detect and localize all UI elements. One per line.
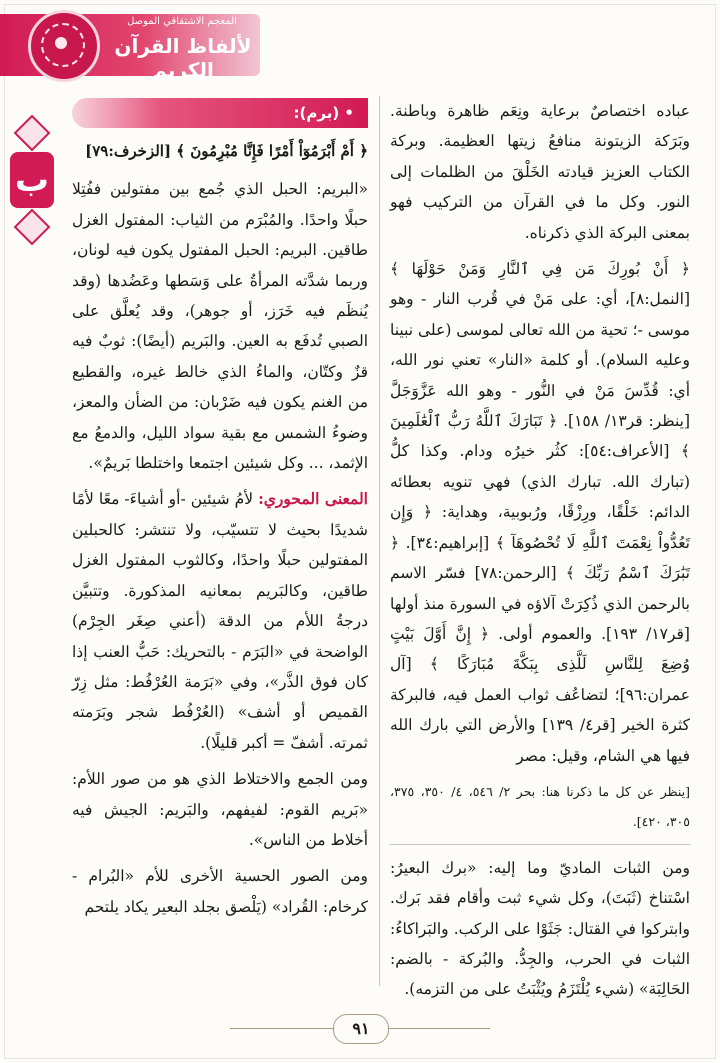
rosette-icon: [28, 10, 100, 82]
paragraph: ومن الجمع والاختلاط الذي هو من صور اللأم: «بَريم القوم: لفيفهم، والبَريم: الجيش فيه أخلاط من الناس».: [72, 770, 368, 849]
quran-verse: ﴿ أَمْ أَبْرَمُوٓاْ أَمْرًا فَإِنَّا مُبْرِمُونَ ﴾ [الزخرف:٧٩]: [85, 142, 368, 160]
entry-heading: • (برم):: [72, 98, 368, 128]
side-letter: ب: [10, 152, 54, 208]
core-meaning-label: المعنى المحوري:: [258, 489, 368, 509]
header: [0, 0, 252, 90]
page-number: ٩١: [333, 1014, 389, 1044]
ornament-icon: [14, 209, 51, 246]
paragraph: عباده اختصاصٌ برعاية ونِعَم ظاهرة وباطنة. وبَرَكة الزيتونة منافعُ زيتها العظيمة. وبركة الكتاب العزيز قيادته الخَلْقَ من الظلمات إلى النور. وكل ما في القرآن من التركيب فهو بمعنى البركة الذي ذكرناه.: [390, 102, 690, 242]
definition: «البريم: الحبل الذي جُمع بين مفتولين ففُتِلا حبلًا واحدًا. والمُبْرَم من الثياب: المفتول الغزل طاقين. البريم: الحبل المفتول يكون فيه لونان، وربما شدَّته المرأةُ على وَسَطها وعَضُدها (وقد يُنظَم فيه خَرَز، أو جوهر)، وقد يُعلَّق على الصبي تُدفَع به العين. والبَريم (أيضًا): ثوبٌ فيه قزٌ وكتّان، والماءُ الذي خالط غيره، والقطيع من الغنم يكون فيه ضَرْبان: من الضأن والمعز، وضوءُ الشمس مع بقية سواد الليل، والدمعُ مع الإثمد، ... وكل شيئين اجتمعا واختلطا بَريمٌ».: [72, 180, 368, 473]
header-title: لألفاظ القرآن الكريم: [114, 34, 252, 82]
paragraph: ومن الصور الحسية الأخرى للأم «البُرام - كرخام: القُراد» (يَلْصق بجلد البعير يكاد يلتحم: [72, 867, 368, 916]
ornament-icon: [14, 115, 51, 152]
paragraph: ومن الثبات الماديّ وما إليه: «برك البعيرُ: اسْتناخ (ثَبَتَ)، وكل شيء ثبت وأقام فقد بَرك. وابتركوا في القتال: جَثَوْا على الركب. والبَراكاءُ: الثبات في الحرب، والجِدُّ. والبُركة - بالضم: الحَالِبَة» (شيء يُلْتَزَمُ ويُثْبَتُ على من التزمه).: [390, 858, 690, 999]
left-column: [72, 98, 368, 928]
divider: [390, 844, 690, 845]
header-subtitle: المعجم الاشتقاقي الموصل: [127, 16, 237, 27]
core-meaning-text: لأمُ شيئين -أو أشياءَ- معًا لأمًا شديدًا بحيث لا تتسيّب، ولا تنتشر: كالحبلين المفتولين حبلًا واحدًا، وكالثوب المفتول الغزل طاقين، وكالبَريم بمعانيه المذكورة. وتتبيَّن درجةُ اللأم من الدقة (أعني صِغَر الجِرْم) الواضحة في «البَرَم - بالتحريك: حَبُّ العنب إذا كان فوق الذَّر»، وفي «بَرَمة العُرْفُط: مثل زِرّ القميص أو أشف» (العُرْفُط شجر وبَرَمته ثمرته. أشفّ = أكبر قليلًا).: [72, 490, 368, 752]
column-divider: [379, 96, 380, 986]
core-meaning: [72, 484, 368, 758]
reference-note: [ينظر عن كل ما ذكرنا هنا: بحر ٢/ ٥٤٦، ٤/ ٣٥٠، ٣٧٥، ٣٠٥، ٤٢٠].: [390, 783, 691, 830]
right-column: [390, 96, 690, 1011]
paragraph: ﴿ أَنْ بُورِكَ مَن فِي ٱلنَّارِ وَمَنْ حَوْلَهَا ﴾ [النمل:٨]، أي: على مَنْ في قُرب النار - وهو موسى -؛ تحية من الله تعالى لموسى (على نبينا وعليه السلام). أو كلمة «النار» تعني نور الله، أي: قُدِّسَ مَنْ في النُّور - وهو الله عَزَّوَجَلَّ [ينظر: قر١٣/ ١٥٨]. ﴿ تَبَارَكَ ٱللَّهُ رَبُّ ٱلْعَٰلَمِينَ ﴾ [الأعراف:٥٤]: كثُر خيرُه ودام. وكذا كلُّ (تبارك الله. تبارك الذي) فهي تنويه بعطائه الدائم: خَلْقًا، ورِزْقًا، ورُبوبية، وهداية: ﴿ وَإِن تَعُدُّواْ نِعْمَتَ ٱللَّهِ لَا تُحْصُوهَآ ﴾ [إبراهيم:٣٤]. ﴿ تَبَٰرَكَ ٱسْمُ رَبِّكَ ﴾ [الرحمن:٧٨] فسّر الاسم بالرحمن الذي ذُكِرَتْ آلاؤه في السورة منذ أولها [قر١٧/ ١٩٣]. والعموم أولى. ﴿ إِنَّ أَوَّلَ بَيْتٍ وُضِعَ لِلنَّاسِ لَلَّذِى بِبَكَّةَ مُبَارَكًا ﴾ [آل عمران:٩٦]؛ لتضاعُف ثواب العمل فيه، فالبركة كثرة الخير [قر٤/ ١٣٩] والأرض التي بارك الله فيها هي الشام، وقيل: مصر: [390, 260, 691, 765]
side-letter-tab: [6, 120, 58, 240]
